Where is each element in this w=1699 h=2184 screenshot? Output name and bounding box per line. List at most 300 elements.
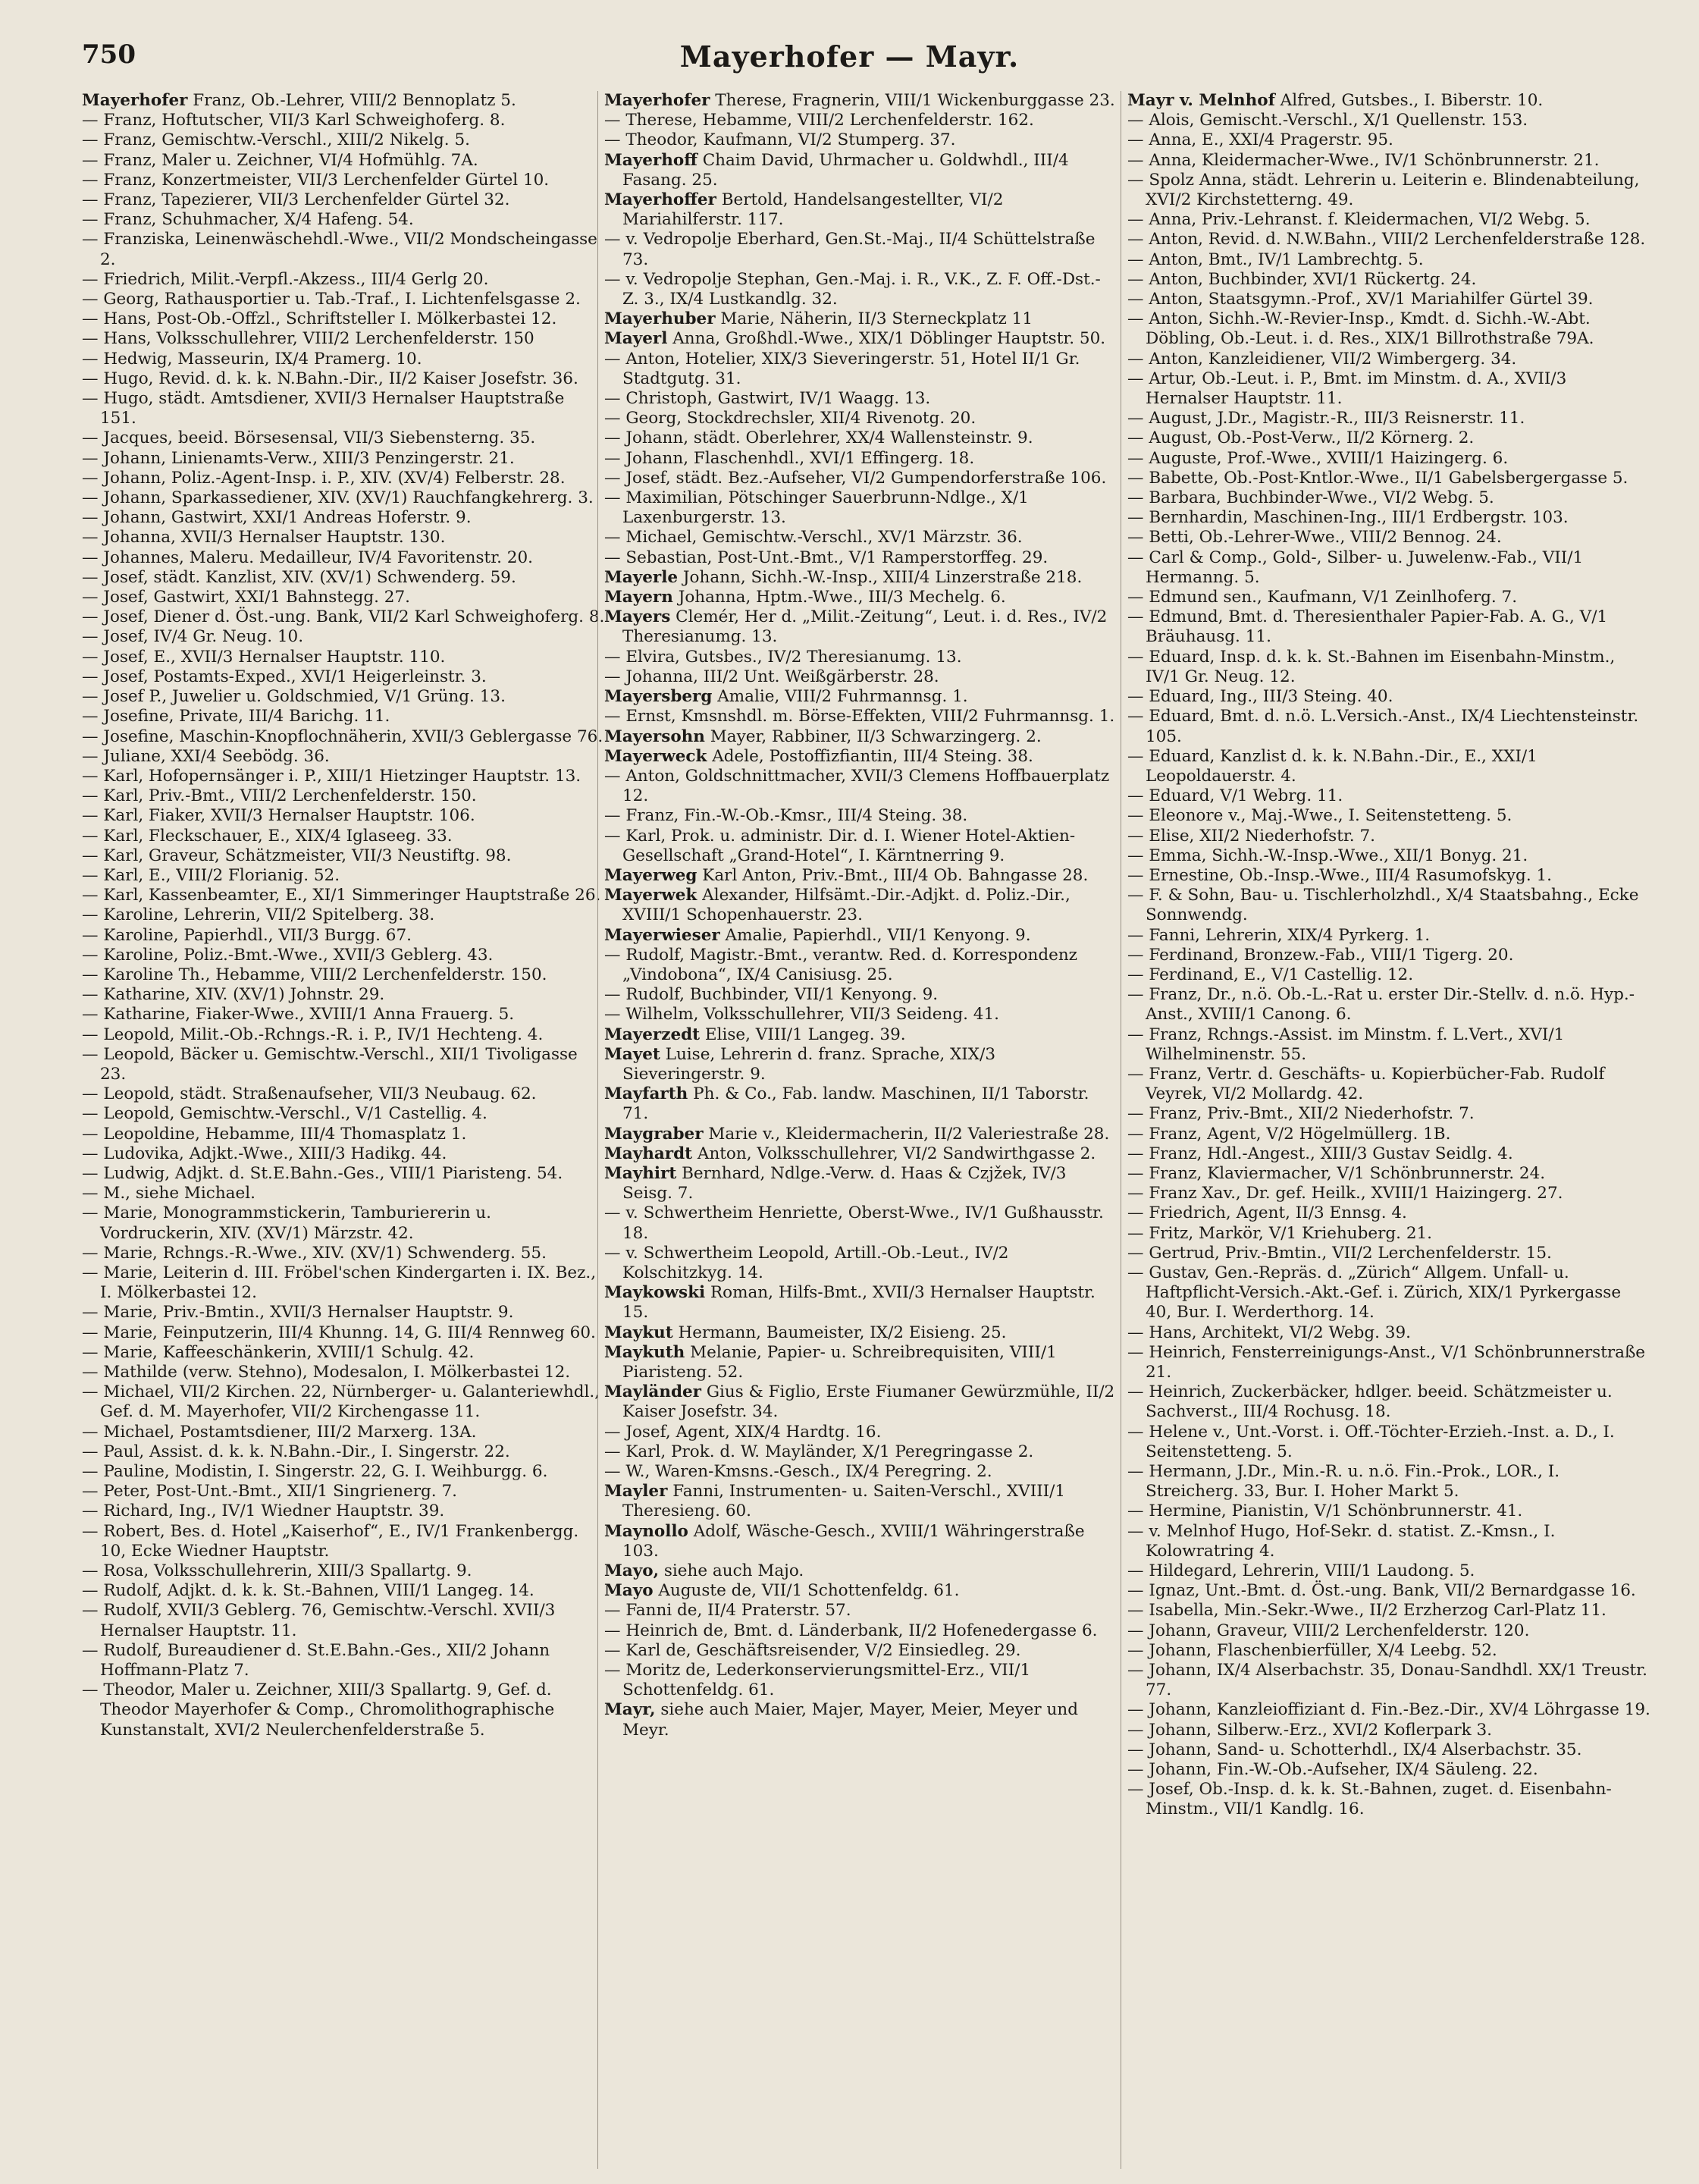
entry-text: siehe auch Maier, Majer, Mayer, Meier, Meyer und Meyr. xyxy=(622,1700,1078,1740)
entry-text: — Theodor, Maler u. Zeichner, XIII/3 Spallartg. 9, Gef. d. Theodor Mayerhofer & Comp., Chromolithographische Kunstanstalt, XVI/2 Neulerchenfelderstraße 5. xyxy=(82,1680,555,1740)
entry-text: — Georg, Stockdrechsler, XII/4 Rivenotg. 20. xyxy=(604,409,976,428)
entry-text: — Hermine, Pianistin, V/1 Schönbrunnerstr. 41. xyxy=(1127,1502,1523,1521)
entry-text: — Franz, Maler u. Zeichner, VI/4 Hofmühlg. 7A. xyxy=(82,150,478,170)
directory-entry xyxy=(82,1144,605,1164)
directory-entry xyxy=(604,1700,1117,1740)
directory-entry xyxy=(604,707,1117,726)
directory-entry xyxy=(1127,469,1650,488)
entry-surname: Maykut xyxy=(604,1323,673,1342)
entry-text: — Marie, Rchngs.-R.-Wwe., XIV. (XV/1) Schwenderg. 55. xyxy=(82,1243,547,1263)
entry-surname: Mayo xyxy=(604,1581,654,1601)
directory-entry xyxy=(82,1423,605,1442)
directory-entry xyxy=(82,607,605,627)
entry-text: — Betti, Ob.-Lehrer-Wwe., VIII/2 Bennog. 24. xyxy=(1127,528,1502,548)
entry-text: — Hedwig, Masseurin, IX/4 Pramerg. 10. xyxy=(82,349,422,369)
directory-entry xyxy=(604,985,1117,1005)
directory-entry xyxy=(604,270,1117,309)
entry-text: Anton, Volksschullehrer, VI/2 Sandwirthgasse 2. xyxy=(692,1144,1096,1163)
entry-text: — Marie, Leiterin d. III. Fröbel'schen Kindergarten i. IX. Bez., I. Mölkerbastei 12. xyxy=(82,1263,597,1303)
directory-entry xyxy=(1127,687,1650,707)
directory-entry xyxy=(604,1601,1117,1621)
entry-text: — Josefine, Maschin-Knopflochnäherin, XVII/3 Geblergasse 76. xyxy=(82,726,603,746)
directory-entry xyxy=(82,1084,605,1104)
entry-text: — Heinrich, Fensterreinigungs-Anst., V/1 Schönbrunnerstraße 21. xyxy=(1127,1342,1646,1382)
directory-entry xyxy=(82,1005,605,1025)
directory-entry xyxy=(1127,846,1650,866)
directory-entry xyxy=(1127,350,1650,369)
directory-entry xyxy=(604,767,1117,806)
directory-entry xyxy=(82,1561,605,1581)
directory-entry xyxy=(1127,648,1650,687)
entry-text: — F. & Sohn, Bau- u. Tischlerholzhdl., X/4 Staatsbahng., Ecke Sonnwendg. xyxy=(1127,886,1639,925)
entry-text: — Katharine, Fiaker-Wwe., XVIII/1 Anna Frauerg. 5. xyxy=(82,1005,515,1025)
entry-surname: Mayerweg xyxy=(604,865,697,885)
directory-entry xyxy=(604,1522,1117,1561)
entry-text: — Rosa, Volksschullehrerin, XIII/3 Spallartg. 9. xyxy=(82,1561,472,1581)
entry-text: — Johann, IX/4 Alserbachstr. 35, Donau-Sandhdl. XX/1 Treustr. 77. xyxy=(1127,1661,1647,1700)
directory-entry xyxy=(1127,230,1650,249)
entry-text: — Fanni, Lehrerin, XIX/4 Pyrkerg. 1. xyxy=(1127,925,1431,945)
directory-entry xyxy=(604,1164,1117,1203)
directory-entry xyxy=(604,409,1117,428)
entry-surname: Mayerhoffer xyxy=(604,190,716,210)
entry-text: — Pauline, Modistin, I. Singerstr. 22, G. I. Weihburgg. 6. xyxy=(82,1462,548,1482)
entry-surname: Maykowski xyxy=(604,1283,706,1303)
directory-entry xyxy=(82,369,605,389)
directory-entry xyxy=(82,1482,605,1502)
directory-entry xyxy=(604,1005,1117,1025)
entry-text: — Georg, Rathausportier u. Tab.-Traf., I. Lichtenfelsgasse 2. xyxy=(82,290,581,309)
directory-entry xyxy=(82,1045,605,1084)
directory-entry xyxy=(604,568,1117,588)
entry-text: — Isabella, Min.-Sekr.-Wwe., II/2 Erzherzog Carl-Platz 11. xyxy=(1127,1601,1607,1621)
entry-text: — Ferdinand, Bronzew.-Fab., VIII/1 Tigerg. 20. xyxy=(1127,945,1514,965)
directory-entry xyxy=(1127,409,1650,428)
entry-text: — v. Vedropolje Stephan, Gen.-Maj. i. R., V.K., Z. F. Off.-Dst.-Z. 3., IX/4 Lustkandlg. 32. xyxy=(604,269,1101,309)
directory-entry xyxy=(604,230,1117,269)
entry-text: — Rudolf, Buchbinder, VII/1 Kenyong. 9. xyxy=(604,985,939,1005)
entry-text: — Gustav, Gen.-Repräs. d. „Zürich“ Allgem. Unfall- u. Haftpflicht-Versich.-Akt.-Gef. i. Zürich, XIX/1 Pyrkergasse 40, Bur. I. Werderthorg. 14. xyxy=(1127,1263,1622,1323)
directory-entry xyxy=(82,548,605,568)
directory-entry xyxy=(1127,130,1650,150)
directory-entry xyxy=(82,707,605,726)
entry-surname: Maynollo xyxy=(604,1521,688,1541)
directory-entry xyxy=(1127,270,1650,290)
running-head: Mayerhofer — Mayr. xyxy=(679,39,1020,74)
entry-text: Roman, Hilfs-Bmt., XVII/3 Hernalser Hauptstr. 15. xyxy=(622,1283,1096,1323)
entry-surname: Mayerhoff xyxy=(604,150,697,170)
entry-text: — Karl, Kassenbeamter, E., XI/1 Simmeringer Hauptstraße 26. xyxy=(82,886,601,905)
directory-entry xyxy=(82,568,605,588)
directory-entry xyxy=(1127,786,1650,806)
entry-text: — Fanni de, II/4 Praterstr. 57. xyxy=(604,1601,851,1621)
column-1 xyxy=(82,91,605,2169)
entry-text: — Hermann, J.Dr., Min.-R. u. n.ö. Fin.-Prok., LOR., I. Streicherg. 33, Bur. I. Hoher Markt 5. xyxy=(1127,1462,1560,1502)
directory-entry xyxy=(82,1303,605,1323)
entry-text: — Elise, XII/2 Niederhofstr. 7. xyxy=(1127,826,1375,846)
entry-text: — Elvira, Gutsbes., IV/2 Theresianumg. 13. xyxy=(604,647,962,667)
directory-entry xyxy=(1127,1641,1650,1661)
directory-entry xyxy=(1127,210,1650,230)
directory-entry xyxy=(604,449,1117,469)
entry-text: — Sebastian, Post-Unt.-Bmt., V/1 Ramperstorffeg. 29. xyxy=(604,548,1049,567)
directory-entry xyxy=(82,1244,605,1263)
entry-text: — Franz, Konzertmeister, VII/3 Lerchenfelder Gürtel 10. xyxy=(82,170,550,190)
entry-text: — Rudolf, XVII/3 Geblerg. 76, Gemischtw.-Verschl. XVII/3 Hernalser Hauptstr. 11. xyxy=(82,1601,556,1640)
entry-text: Hermann, Baumeister, IX/2 Eisieng. 25. xyxy=(672,1323,1007,1342)
entry-text: — Josef, Postamts-Exped., XVI/1 Heigerleinstr. 3. xyxy=(82,667,487,686)
directory-entry xyxy=(1127,528,1650,548)
directory-entry xyxy=(1127,1224,1650,1244)
directory-entry xyxy=(1127,866,1650,886)
entry-text: — Barbara, Buchbinder-Wwe., VI/2 Webg. 5. xyxy=(1127,488,1494,508)
entry-text: Chaim David, Uhrmacher u. Goldwhdl., III/4 Fasang. 25. xyxy=(622,150,1069,190)
directory-entry xyxy=(1127,1065,1650,1104)
entry-text: — Josef, IV/4 Gr. Neug. 10. xyxy=(82,627,304,647)
directory-entry xyxy=(1127,250,1650,270)
entry-text: — Josef, Ob.-Insp. d. k. k. St.-Bahnen, zuget. d. Eisenbahn-Minstm., VII/1 Kandlg. 16. xyxy=(1127,1780,1612,1819)
directory-entry xyxy=(82,488,605,508)
entry-text: Gius & Figlio, Erste Fiumaner Gewürzmühle, II/2 Kaiser Josefstr. 34. xyxy=(622,1382,1115,1422)
directory-entry xyxy=(1127,806,1650,826)
entry-text: — Hugo, städt. Amtsdiener, XVII/3 Hernalser Hauptstraße 151. xyxy=(82,389,565,428)
directory-entry xyxy=(1127,1661,1650,1700)
directory-entry xyxy=(82,1462,605,1482)
entry-text: — Leopoldine, Hebamme, III/4 Thomasplatz 1. xyxy=(82,1124,467,1144)
directory-entry xyxy=(604,91,1117,111)
entry-text: — Franz, Priv.-Bmt., XII/2 Niederhofstr. 7. xyxy=(1127,1104,1475,1124)
entry-text: — Theodor, Kaufmann, VI/2 Stumperg. 37. xyxy=(604,130,956,150)
directory-entry xyxy=(604,1581,1117,1601)
entry-text: — Hugo, Revid. d. k. k. N.Bahn.-Dir., II/2 Kaiser Josefstr. 36. xyxy=(82,369,578,388)
directory-entry xyxy=(604,389,1117,409)
directory-entry xyxy=(82,230,605,269)
directory-entry xyxy=(604,1045,1117,1084)
directory-entry xyxy=(1127,290,1650,309)
directory-entry xyxy=(82,1641,605,1680)
directory-entry xyxy=(82,667,605,687)
directory-entry xyxy=(1127,309,1650,349)
entry-text: — Josef P., Juwelier u. Goldschmied, V/1 Grüng. 13. xyxy=(82,687,506,707)
entry-text: — Johann, Kanzleioffiziant d. Fin.-Bez.-Dir., XV/4 Löhrgasse 19. xyxy=(1127,1700,1650,1720)
directory-entry xyxy=(604,1244,1117,1283)
directory-entry xyxy=(1127,91,1650,111)
directory-entry xyxy=(1127,1621,1650,1641)
entry-text: Adele, Postoffizfiantin, III/4 Steing. 38. xyxy=(707,746,1033,766)
directory-entry xyxy=(604,329,1117,349)
entry-text: Johanna, Hptm.-Wwe., III/3 Mechelg. 6. xyxy=(672,588,1006,607)
directory-entry xyxy=(82,866,605,886)
directory-entry xyxy=(604,1561,1117,1581)
entry-text: — August, Ob.-Post-Verw., II/2 Körnerg. 2. xyxy=(1127,428,1475,448)
directory-entry xyxy=(1127,1263,1650,1323)
entry-text: Bernhard, Ndlge.-Verw. d. Haas & Czjžek, IV/3 Seisg. 7. xyxy=(622,1163,1067,1203)
entry-text: — Mathilde (verw. Stehno), Modesalon, I. Mölkerbastei 12. xyxy=(82,1363,571,1382)
entry-text: — Johann, Poliz.-Agent-Insp. i. P., XIV. (XV/4) Felberstr. 28. xyxy=(82,468,566,488)
entry-surname: Mayerl xyxy=(604,329,668,349)
directory-entry xyxy=(604,1382,1117,1422)
entry-text: — Leopold, Milit.-Ob.-Rchngs.-R. i. P., IV/1 Hechteng. 4. xyxy=(82,1025,544,1044)
directory-entry xyxy=(82,747,605,767)
entry-text: — Eduard, Bmt. d. n.ö. L.Versich.-Anst., IX/4 Liechtensteinstr. 105. xyxy=(1127,707,1639,746)
entry-surname: Mayerhofer xyxy=(82,91,188,110)
entry-text: — Hans, Volksschullehrer, VIII/2 Lerchenfelderstr. 150 xyxy=(82,329,534,349)
entry-text: — Anton, Bmt., IV/1 Lambrechtg. 5. xyxy=(1127,249,1424,269)
entry-text: — Eleonore v., Maj.-Wwe., I. Seitenstetteng. 5. xyxy=(1127,806,1512,826)
directory-entry xyxy=(1127,1125,1650,1144)
directory-entry xyxy=(82,309,605,329)
directory-entry xyxy=(82,946,605,965)
entry-text: — Josef, städt. Kanzlist, XIV. (XV/1) Schwenderg. 59. xyxy=(82,567,516,587)
entry-text: — Fritz, Markör, V/1 Kriehuberg. 21. xyxy=(1127,1223,1433,1243)
entry-text: — Edmund sen., Kaufmann, V/1 Zeinlhoferg. 7. xyxy=(1127,588,1518,607)
directory-entry xyxy=(1127,1462,1650,1502)
directory-entry xyxy=(1127,428,1650,448)
directory-entry xyxy=(82,926,605,946)
column-2 xyxy=(597,91,1117,2169)
directory-entry xyxy=(82,151,605,171)
entry-text: — Anton, Hotelier, XIX/3 Sieveringerstr. 51, Hotel II/1 Gr. Stadtgutg. 31. xyxy=(604,349,1080,388)
directory-entry xyxy=(604,1084,1117,1124)
directory-entry xyxy=(82,1680,605,1740)
directory-entry xyxy=(82,1104,605,1124)
entry-surname: Mayerle xyxy=(604,567,679,587)
entry-text: — Anton, Goldschnittmacher, XVII/3 Clemens Hoffbauerplatz 12. xyxy=(604,766,1110,806)
directory-entry xyxy=(82,905,605,925)
directory-entry xyxy=(82,727,605,747)
entry-text: Fanni, Instrumenten- u. Saiten-Verschl., XVIII/1 Theresieng. 60. xyxy=(622,1482,1066,1521)
entry-text: — Anton, Staatsgymn.-Prof., XV/1 Mariahilfer Gürtel 39. xyxy=(1127,290,1594,309)
entry-text: — Anna, E., XXI/4 Pragerstr. 95. xyxy=(1127,130,1393,150)
entry-text: Luise, Lehrerin d. franz. Sprache, XIX/3 Sieveringerstr. 9. xyxy=(622,1044,996,1084)
entry-text: — Eduard, Ing., III/3 Steing. 40. xyxy=(1127,687,1393,707)
entry-text: — Marie, Feinputzerin, III/4 Khunng. 14, G. III/4 Rennweg 60. xyxy=(82,1323,596,1342)
directory-entry xyxy=(82,767,605,786)
entry-surname: Mayerhuber xyxy=(604,309,716,329)
directory-entry xyxy=(604,130,1117,150)
entry-text: — Josefine, Private, III/4 Barichg. 11. xyxy=(82,707,390,726)
directory-entry xyxy=(1127,1581,1650,1601)
entry-text: — Anton, Revid. d. N.W.Bahn., VIII/2 Lerchenfelderstraße 128. xyxy=(1127,230,1646,249)
directory-entry xyxy=(604,111,1117,130)
directory-entry xyxy=(1127,1184,1650,1203)
directory-entry xyxy=(604,1423,1117,1442)
directory-entry xyxy=(82,190,605,210)
entry-text: — Karl, Prok. d. W. Mayländer, X/1 Peregringasse 2. xyxy=(604,1442,1034,1461)
entry-surname: Mayersohn xyxy=(604,726,705,746)
entry-text: — Friedrich, Milit.-Verpfl.-Akzess., III/4 Gerlg 20. xyxy=(82,269,489,289)
entry-text: — Rudolf, Bureaudiener d. St.E.Bahn.-Ges., XII/2 Johann Hoffmann-Platz 7. xyxy=(82,1640,550,1680)
page-header xyxy=(0,39,1699,76)
directory-entry xyxy=(1127,548,1650,588)
directory-entry xyxy=(82,1323,605,1343)
entry-text: — Franz, Fin.-W.-Ob.-Kmsr., III/4 Steing. 38. xyxy=(604,806,968,826)
directory-entry xyxy=(82,1203,605,1243)
entry-surname: Mayersberg xyxy=(604,687,713,707)
directory-entry xyxy=(1127,1780,1650,1819)
entry-surname: Mayr v. Melnhof xyxy=(1127,91,1275,110)
entry-text: — Eduard, Insp. d. k. k. St.-Bahnen im Eisenbahn-Minstm., IV/1 Gr. Neug. 12. xyxy=(1127,647,1616,686)
entry-surname: Mayhardt xyxy=(604,1144,693,1163)
entry-text: — Josef, städt. Bez.-Aufseher, VI/2 Gumpendorferstraße 106. xyxy=(604,468,1107,488)
entry-text: — Christoph, Gastwirt, IV/1 Waagg. 13. xyxy=(604,389,931,409)
entry-surname: Maykuth xyxy=(604,1342,685,1362)
directory-entry xyxy=(1127,1721,1650,1740)
entry-text: — Karl de, Geschäftsreisender, V/2 Einsiedleg. 29. xyxy=(604,1640,1021,1660)
entry-text: Franz, Ob.-Lehrer, VIII/2 Bennoplatz 5. xyxy=(187,91,516,110)
entry-text: Anna, Großhdl.-Wwe., XIX/1 Döblinger Hauptstr. 50. xyxy=(667,329,1106,349)
directory-entry xyxy=(82,627,605,647)
directory-entry xyxy=(604,1621,1117,1641)
entry-text: — Karl, Fiaker, XVII/3 Hernalser Hauptstr. 106. xyxy=(82,806,475,826)
directory-entry xyxy=(604,648,1117,667)
entry-text: — Moritz de, Lederkonservierungsmittel-Erz., VII/1 Schottenfeldg. 61. xyxy=(604,1661,1031,1700)
directory-entry xyxy=(1127,1164,1650,1184)
entry-text: — Johannes, Maleru. Medailleur, IV/4 Favoritenstr. 20. xyxy=(82,548,533,567)
directory-entry xyxy=(1127,827,1650,846)
entry-text: — M., siehe Michael. xyxy=(82,1184,255,1203)
entry-text: Auguste de, VII/1 Schottenfeldg. 61. xyxy=(653,1581,960,1601)
entry-surname: Mayr, xyxy=(604,1700,656,1720)
directory-entry xyxy=(82,1343,605,1363)
entry-text: — Eduard, Kanzlist d. k. k. N.Bahn.-Dir., E., XXI/1 Leopoldauerstr. 4. xyxy=(1127,746,1538,786)
directory-entry xyxy=(1127,1601,1650,1621)
entry-text: Marie v., Kleidermacherin, II/2 Valeriestraße 28. xyxy=(703,1124,1110,1144)
directory-entry xyxy=(82,1581,605,1601)
directory-entry xyxy=(604,190,1117,230)
entry-text: — Josef, Gastwirt, XXI/1 Bahnstegg. 27. xyxy=(82,588,411,607)
entry-text: — v. Vedropolje Eberhard, Gen.St.-Maj., II/4 Schüttelstraße 73. xyxy=(604,230,1096,269)
directory-entry xyxy=(1127,1104,1650,1124)
entry-text: — Karoline, Papierhdl., VII/3 Burgg. 67. xyxy=(82,925,412,945)
directory-entry xyxy=(604,866,1117,886)
directory-entry xyxy=(82,1164,605,1184)
directory-entry xyxy=(1127,707,1650,746)
entry-text: — Ludwig, Adjkt. d. St.E.Bahn.-Ges., VIII/1 Piaristeng. 54. xyxy=(82,1163,563,1183)
entry-text: — Franz, Hdl.-Angest., XIII/3 Gustav Seidlg. 4. xyxy=(1127,1144,1513,1163)
entry-text: — Paul, Assist. d. k. k. N.Bahn.-Dir., I. Singerstr. 22. xyxy=(82,1442,510,1461)
entry-text: — Emma, Sichh.-W.-Insp.-Wwe., XII/1 Bonyg. 21. xyxy=(1127,846,1528,865)
entry-text: — Karl, Graveur, Schätzmeister, VII/3 Neustiftg. 98. xyxy=(82,846,512,865)
directory-entry xyxy=(82,846,605,866)
entry-text: Clemér, Her d. „Milit.-Zeitung“, Leut. i. d. Res., IV/2 Theresianumg. 13. xyxy=(622,607,1108,647)
entry-surname: Mayern xyxy=(604,588,673,607)
entry-text: — Ernestine, Ob.-Insp.-Wwe., III/4 Rasumofskyg. 1. xyxy=(1127,865,1552,885)
entry-text: — Robert, Bes. d. Hotel „Kaiserhof“, E., IV/1 Frankenbergg. 10, Ecke Wiedner Hauptstr. xyxy=(82,1521,579,1561)
entry-text: — Maximilian, Pötschinger Sauerbrunn-Ndlge., X/1 Laxenburgerstr. 13. xyxy=(604,488,1029,528)
entry-text: — Spolz Anna, städt. Lehrerin u. Leiterin e. Blindenabteilung, XVI/2 Kirchstetterng. 49. xyxy=(1127,170,1640,210)
directory-entry xyxy=(1127,985,1650,1025)
entry-text: — Johanna, III/2 Unt. Weißgärberstr. 28. xyxy=(604,667,939,686)
directory-entry xyxy=(1127,1144,1650,1164)
entry-text: — Karoline Th., Hebamme, VIII/2 Lerchenfelderstr. 150. xyxy=(82,965,547,984)
entry-text: — Friedrich, Agent, II/3 Ennsg. 4. xyxy=(1127,1203,1407,1223)
directory-entry xyxy=(1127,1203,1650,1223)
directory-entry xyxy=(604,1203,1117,1243)
entry-text: — Anton, Sichh.-W.-Revier-Insp., Kmdt. d. Sichh.-W.-Abt. Döbling, Ob.-Leut. i. d. Res., XIX/1 Billrothstraße 79A. xyxy=(1127,309,1594,349)
directory-entry xyxy=(604,1025,1117,1045)
entry-text: Bertold, Handelsangestellter, VI/2 Mariahilferstr. 117. xyxy=(622,190,1004,230)
entry-text: Amalie, VIII/2 Fuhrmannsg. 1. xyxy=(712,687,968,707)
entry-text: — Karl, Hofopernsänger i. P., XIII/1 Hietzinger Hauptstr. 13. xyxy=(82,766,581,786)
directory-entry xyxy=(604,588,1117,607)
directory-entry xyxy=(604,309,1117,329)
entry-text: — Karl, E., VIII/2 Florianig. 52. xyxy=(82,865,340,885)
directory-entry xyxy=(604,350,1117,389)
directory-entry xyxy=(1127,965,1650,985)
entry-text: — Rudolf, Magistr.-Bmt., verantw. Red. d. Korrespondenz „Vindobona“, IX/4 Canisiusg. 25. xyxy=(604,945,1078,984)
directory-entry xyxy=(1127,488,1650,508)
entry-surname: Mayet xyxy=(604,1044,660,1064)
entry-text: Amalie, Papierhdl., VII/1 Kenyong. 9. xyxy=(719,925,1031,945)
directory-entry xyxy=(1127,369,1650,409)
entry-text: — Leopold, städt. Straßenaufseher, VII/3 Neubaug. 62. xyxy=(82,1084,537,1104)
entry-text: Melanie, Papier- u. Schreibrequisiten, VIII/1 Piaristeng. 52. xyxy=(622,1342,1057,1382)
entry-text: — Richard, Ing., IV/1 Wiedner Hauptstr. 39. xyxy=(82,1502,445,1521)
directory-entry xyxy=(82,91,605,111)
directory-entry xyxy=(604,1283,1117,1323)
directory-entry xyxy=(82,469,605,488)
directory-entry xyxy=(82,428,605,448)
directory-entry xyxy=(604,806,1117,826)
directory-entry xyxy=(604,747,1117,767)
entry-text: — Josef, Agent, XIX/4 Hardtg. 16. xyxy=(604,1422,882,1442)
entry-text: Adolf, Wäsche-Gesch., XVIII/1 Währingerstraße 103. xyxy=(622,1521,1085,1561)
entry-text: — Ernst, Kmsnshdl. m. Börse-Effekten, VIII/2 Fuhrmannsg. 1. xyxy=(604,707,1115,726)
entry-text: siehe auch Majo. xyxy=(659,1561,804,1581)
entry-text: — Ignaz, Unt.-Bmt. d. Öst.-ung. Bank, VII/2 Bernardgasse 16. xyxy=(1127,1581,1636,1601)
directory-entry xyxy=(82,290,605,309)
entry-text: — Heinrich de, Bmt. d. Länderbank, II/2 Hofenedergasse 6. xyxy=(604,1621,1098,1640)
directory-entry xyxy=(82,1363,605,1382)
entry-text: — Johann, Fin.-W.-Ob.-Aufseher, IX/4 Säuleng. 22. xyxy=(1127,1760,1538,1780)
entry-text: — Auguste, Prof.-Wwe., XVIII/1 Haizingerg. 6. xyxy=(1127,448,1509,468)
directory-entry xyxy=(1127,1502,1650,1521)
directory-entry xyxy=(82,806,605,826)
entry-text: — Katharine, XIV. (XV/1) Johnstr. 29. xyxy=(82,985,385,1005)
entry-text: — Helene v., Unt.-Vorst. i. Off.-Töchter-Erzieh.-Inst. a. D., I. Seitenstetteng. 5. xyxy=(1127,1422,1615,1461)
directory-entry xyxy=(1127,1323,1650,1343)
directory-entry xyxy=(82,1502,605,1521)
entry-text: — Marie, Priv.-Bmtin., XVII/3 Hernalser Hauptstr. 9. xyxy=(82,1303,514,1323)
entry-text: — Ferdinand, E., V/1 Castellig. 12. xyxy=(1127,965,1414,984)
directory-entry xyxy=(82,329,605,349)
entry-text: — Hans, Post-Ob.-Offzl., Schriftsteller I. Mölkerbastei 12. xyxy=(82,309,557,329)
directory-entry xyxy=(1127,171,1650,210)
directory-entry xyxy=(82,965,605,985)
entry-text: — Rudolf, Adjkt. d. k. k. St.-Bahnen, VIII/1 Langeg. 14. xyxy=(82,1581,534,1601)
entry-text: — Franziska, Leinenwäschehdl.-Wwe., VII/2 Mondscheingasse 2. xyxy=(82,230,597,269)
directory-entry xyxy=(1127,111,1650,130)
entry-surname: Mayländer xyxy=(604,1382,701,1402)
entry-surname: Mayerhofer xyxy=(604,91,710,110)
entry-text: — Michael, Postamtsdiener, III/2 Marxerg. 13A. xyxy=(82,1422,477,1442)
directory-entry xyxy=(1127,747,1650,786)
entry-text: — Franz, Rchngs.-Assist. im Minstm. f. L.Vert., XVI/1 Wilhelminenstr. 55. xyxy=(1127,1025,1565,1064)
directory-entry xyxy=(604,1323,1117,1343)
entry-surname: Mayfarth xyxy=(604,1084,688,1104)
entry-text: — Babette, Ob.-Post-Kntlor.-Wwe., II/1 Gabelsbergergasse 5. xyxy=(1127,468,1628,488)
directory-entry xyxy=(1127,449,1650,469)
entry-text: — Leopold, Bäcker u. Gemischtw.-Verschl., XII/1 Tivoligasse 23. xyxy=(82,1044,578,1084)
entry-text: — Ludovika, Adjkt.-Wwe., XIII/3 Hadikg. 44. xyxy=(82,1144,447,1163)
entry-text: — Franz, Klaviermacher, V/1 Schönbrunnerstr. 24. xyxy=(1127,1163,1546,1183)
directory-entry xyxy=(604,607,1117,647)
entry-text: — Wilhelm, Volksschullehrer, VII/3 Seideng. 41. xyxy=(604,1005,999,1025)
directory-entry xyxy=(1127,588,1650,607)
entry-text: — Alois, Gemischt.-Verschl., X/1 Quellenstr. 153. xyxy=(1127,111,1528,130)
entry-text: — Karl, Prok. u. administr. Dir. d. I. Wiener Hotel-Aktien-Gesellschaft „Grand-Hotel“, I. Kärntnerring 9. xyxy=(604,826,1076,865)
